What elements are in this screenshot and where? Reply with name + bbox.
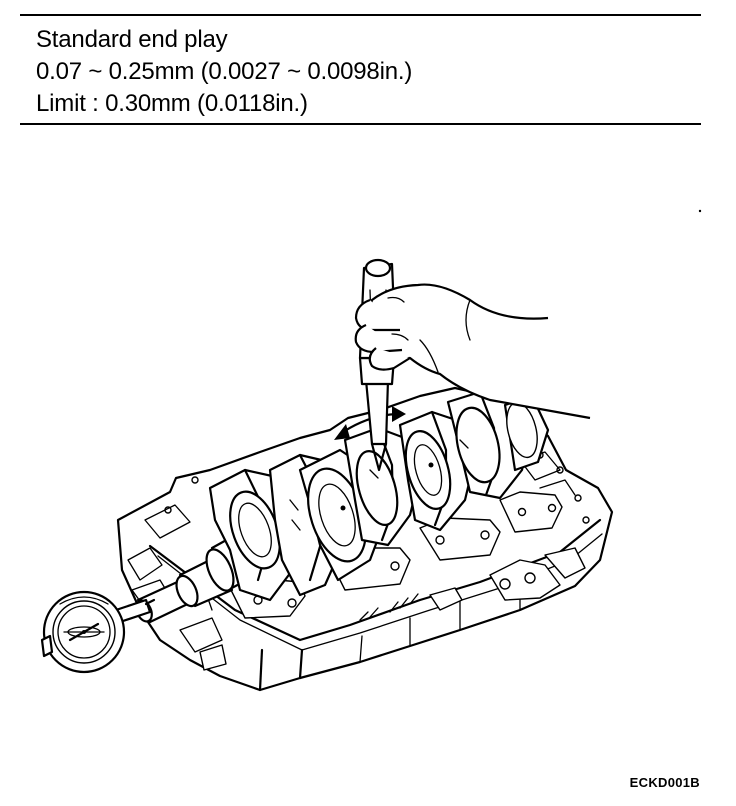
dial-gauge-icon <box>42 592 154 672</box>
spec-limit-value: Limit : 0.30mm (0.0118in.) <box>36 90 308 117</box>
figure-code: ECKD001B <box>629 775 700 790</box>
spec-standard-value: 0.07 ~ 0.25mm (0.0027 ~ 0.0098in.) <box>36 58 413 85</box>
crankshaft-end-play-illustration <box>0 130 736 770</box>
spec-title: Standard end play <box>36 26 228 53</box>
spec-box <box>20 14 701 125</box>
